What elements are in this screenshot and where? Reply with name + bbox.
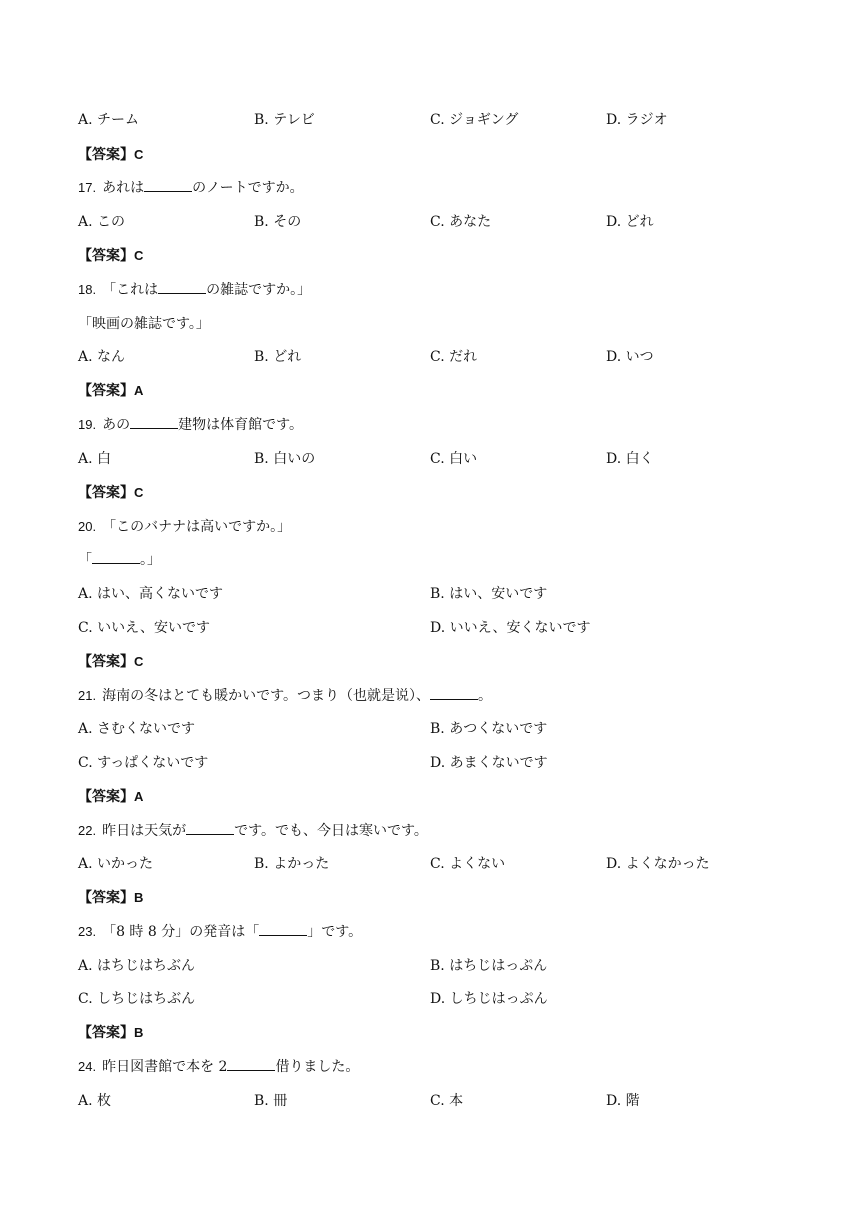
answer-blank [158, 279, 206, 294]
q20-option-b: B. はい、安いです [430, 586, 548, 602]
answer-blank [430, 685, 478, 700]
q19-option-b: B. 白いの [254, 451, 316, 467]
answer-label: 【答案】 [78, 789, 134, 805]
q22-option-b: B. よかった [254, 856, 330, 872]
q24-option-a: A. 枚 [78, 1093, 112, 1109]
question-number: 24. [78, 1059, 97, 1074]
q23-option-d: D. しちじはっぷん [430, 991, 548, 1007]
q22-option-d: D. よくなかった [606, 856, 710, 872]
answer-value: B [134, 1025, 144, 1040]
q18-option-b: B. どれ [254, 349, 302, 365]
answer-blank [130, 414, 178, 429]
answer-blank [144, 177, 192, 192]
stem-text: です。でも、今日は寒いです。 [234, 823, 428, 839]
q17-option-d: D. どれ [606, 214, 654, 230]
answer-value: A [134, 789, 144, 804]
stem-text: 。」 [140, 552, 161, 568]
q18-option-a: A. なん [78, 349, 126, 365]
stem-text: 海南の冬はとても暖かいです。つまり（也就是说）、 [102, 688, 430, 704]
stem-text: 。 [477, 688, 492, 704]
answer-label: 【答案】 [78, 485, 134, 501]
answer-value: C [134, 248, 144, 263]
stem-text: 昨日は天気が [102, 823, 187, 839]
q22-option-a: A. いかった [78, 856, 154, 872]
question-number: 21. [78, 688, 97, 703]
q21-option-b: B. あつくないです [430, 721, 548, 737]
q23-option-c: C. しちじはちぶん [78, 991, 196, 1007]
q16-option-b: B. テレビ [254, 112, 315, 128]
answer-label: 【答案】 [78, 654, 134, 670]
q21-option-c: C. すっぱくないです [78, 755, 209, 771]
stem-text: 「 [78, 552, 92, 568]
answer-blank [92, 549, 140, 564]
q24-option-c: C. 本 [430, 1093, 464, 1109]
stem-text: 建物は体育館です。 [178, 417, 303, 433]
q18-option-c: C. だれ [430, 349, 478, 365]
question-number: 19. [78, 417, 97, 432]
q19-option-d: D. 白く [606, 451, 654, 467]
q24-stem [78, 1056, 359, 1078]
answer-label: 【答案】 [78, 1025, 134, 1041]
answer-value: C [134, 654, 144, 669]
q18-answer [78, 380, 143, 402]
q17-option-a: A. この [78, 214, 126, 230]
q17-option-b: B. その [254, 214, 302, 230]
answer-label: 【答案】 [78, 147, 134, 163]
q20-option-d: D. いいえ、安くないです [430, 620, 591, 636]
q20-reply [78, 549, 161, 571]
stem-text: あれは [102, 180, 145, 196]
q21-answer [78, 786, 143, 808]
q19-option-c: C. 白い [430, 451, 478, 467]
q20-stem [78, 516, 291, 538]
question-number: 20. [78, 519, 97, 534]
answer-label: 【答案】 [78, 248, 134, 264]
q22-stem [78, 820, 428, 842]
q18-stem [78, 279, 311, 301]
stem-text: の雑誌ですか。」 [206, 282, 312, 298]
stem-text: 昨日図書館で本を 2 [102, 1059, 228, 1075]
answer-label: 【答案】 [78, 383, 134, 399]
q20-option-c: C. いいえ、安いです [78, 620, 210, 636]
stem-text: のノートですか。 [192, 180, 304, 196]
question-number: 18. [78, 282, 97, 297]
q16-answer [78, 144, 143, 166]
q21-option-a: A. さむくないです [78, 721, 196, 737]
stem-text: 「これは [102, 282, 159, 298]
stem-text: 借りました。 [275, 1059, 360, 1075]
q23-option-a: A. はちじはちぶん [78, 958, 196, 974]
q24-option-b: B. 冊 [254, 1093, 288, 1109]
answer-value: A [134, 383, 144, 398]
answer-value: C [134, 147, 144, 162]
q23-stem [78, 921, 362, 943]
stem-text: 「このバナナは高いですか。」 [102, 519, 292, 535]
q22-answer [78, 887, 143, 909]
q23-answer [78, 1022, 143, 1044]
question-number: 23. [78, 924, 97, 939]
q16-option-d: D. ラジオ [606, 112, 668, 128]
stem-text: 「8 時 8 分」の発音は「 [102, 924, 260, 940]
question-number: 22. [78, 823, 97, 838]
q17-option-c: C. あなた [430, 214, 492, 230]
q17-stem [78, 177, 304, 199]
question-number: 17. [78, 180, 97, 195]
q19-answer [78, 482, 143, 504]
q21-stem [78, 685, 492, 707]
stem-text: 」です。 [307, 924, 363, 940]
q21-option-d: D. あまくないです [430, 755, 548, 771]
q18-reply: 「映画の雑誌です。」 [78, 316, 210, 332]
answer-blank [259, 921, 307, 936]
answer-label: 【答案】 [78, 890, 134, 906]
q20-option-a: A. はい、高くないです [78, 586, 224, 602]
answer-blank [186, 820, 234, 835]
q18-option-d: D. いつ [606, 349, 654, 365]
q16-option-a: A. チーム [78, 112, 140, 128]
q19-option-a: A. 白 [78, 451, 112, 467]
q20-answer [78, 651, 143, 673]
answer-blank [227, 1056, 275, 1071]
q22-option-c: C. よくない [430, 856, 506, 872]
answer-value: C [134, 485, 144, 500]
q16-option-c: C. ジョギング [430, 112, 519, 128]
q23-option-b: B. はちじはっぷん [430, 958, 548, 974]
q24-option-d: D. 階 [606, 1093, 640, 1109]
q17-answer [78, 245, 143, 267]
answer-value: B [134, 890, 144, 905]
q19-stem [78, 414, 303, 436]
stem-text: あの [102, 417, 131, 433]
